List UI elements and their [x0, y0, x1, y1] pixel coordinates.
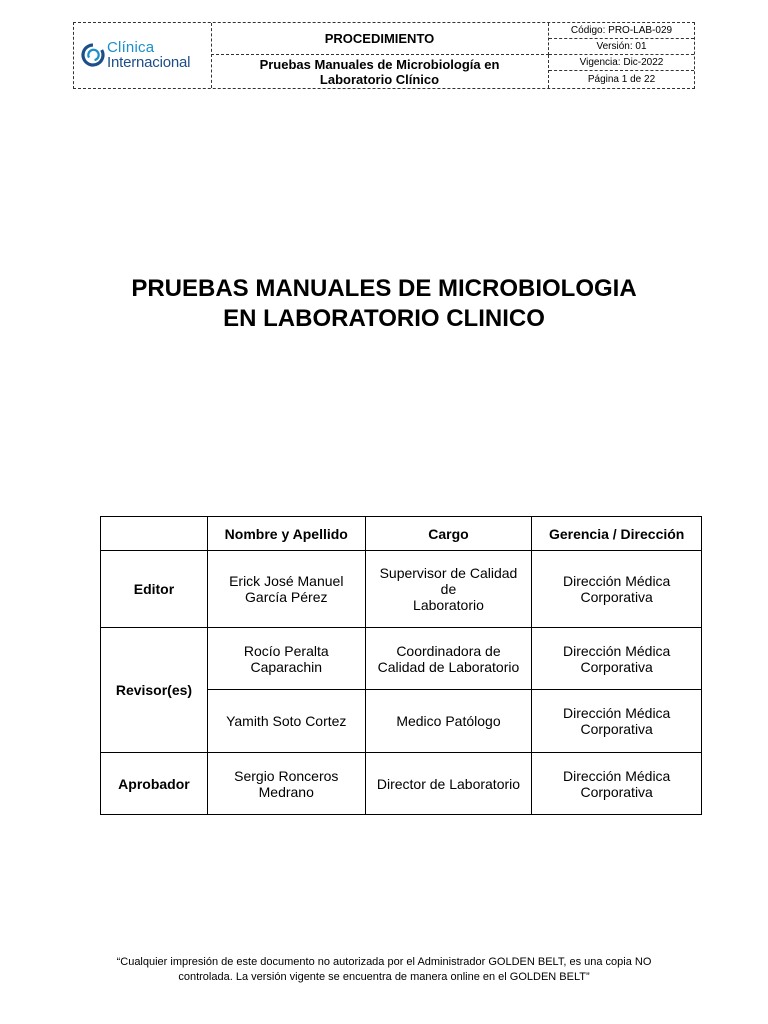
table-row-editor [101, 551, 702, 628]
clinic-logo [74, 23, 212, 88]
editor-name-line1: Erick José Manuel [229, 573, 344, 589]
editor-dir-line1: Dirección Médica [562, 573, 671, 589]
footer-disclaimer [84, 955, 684, 985]
title-line-1: PRUEBAS MANUALES DE MICROBIOLOGIA [131, 275, 637, 302]
document-header [73, 22, 695, 89]
table-header-row [101, 517, 702, 551]
editor-dir-line2: Corporativa [580, 589, 653, 605]
aprobador-dir-line1: Dirección Médica [562, 767, 671, 784]
revisor1-dir-line1: Dirección Médica [562, 642, 671, 659]
revisor1-name-line2: Caparachin [250, 658, 323, 675]
revisor1-name-line1: Rocío Peralta [243, 642, 329, 659]
revisor1-cargo [365, 628, 532, 690]
revisor2-cargo: Medico Patólogo [365, 690, 532, 753]
header-blank [101, 517, 208, 551]
revisor2-direccion [532, 690, 702, 753]
page-title [84, 274, 684, 334]
doc-code: Código: PRO-LAB-029 [549, 23, 694, 39]
header-cargo: Cargo [365, 517, 532, 551]
clinic-logo-icon [80, 40, 106, 70]
doc-validity: Vigencia: Dic-2022 [549, 55, 694, 71]
revisor1-cargo-line2: Calidad de Laboratorio [377, 658, 520, 675]
editor-direccion [532, 551, 702, 628]
table-row-aprobador [101, 753, 702, 815]
header-name: Nombre y Apellido [207, 517, 365, 551]
revisor1-name [207, 628, 365, 690]
page-number: Página 1 de 22 [587, 74, 656, 85]
doc-type: PROCEDIMIENTO [211, 23, 549, 55]
editor-cargo-line3: Laboratorio [413, 597, 484, 613]
doc-title: Pruebas Manuales de Microbiología en Laboratorio Clínico [259, 56, 500, 87]
footer-line-2: controlada. La versión vigente se encuentra de manera online en el GOLDEN BELT” [178, 971, 590, 983]
aprobador-name-line1: Sergio Ronceros [234, 767, 339, 784]
revisor2-name: Yamith Soto Cortez [207, 690, 365, 753]
title-line-2: EN LABORATORIO CLINICO [223, 305, 545, 332]
revisor1-dir-line2: Corporativa [580, 658, 653, 675]
role-aprobador: Aprobador [101, 753, 208, 815]
editor-cargo-line2: de [440, 581, 457, 597]
role-editor: Editor [101, 551, 208, 628]
table-row-revisor-1 [101, 628, 702, 690]
aprobador-cargo: Director de Laboratorio [365, 753, 532, 815]
editor-cargo-line1: Supervisor de Calidad [379, 565, 518, 581]
approval-table [100, 516, 702, 815]
aprobador-name-line2: Medrano [258, 783, 314, 800]
editor-name-line2: García Pérez [245, 589, 328, 605]
revisor2-dir-line1: Dirección Médica [562, 705, 671, 721]
aprobador-name [207, 753, 365, 815]
editor-cargo [365, 551, 532, 628]
doc-version: Versión: 01 [549, 39, 694, 55]
revisor1-direccion [532, 628, 702, 690]
editor-name [207, 551, 365, 628]
revisor1-cargo-line1: Coordinadora de [396, 642, 501, 659]
logo-text-internacional: Internacional [107, 54, 191, 71]
revisor2-dir-line2: Corporativa [580, 721, 653, 737]
logo-text-clinica: Clínica [107, 39, 155, 56]
footer-line-1: “Cualquier impresión de este documento no autorizada por el Administrador GOLDEN BELT, es una copia NO [116, 956, 652, 968]
aprobador-dir-line2: Corporativa [580, 783, 653, 800]
header-direccion: Gerencia / Dirección [532, 517, 702, 551]
aprobador-direccion [532, 753, 702, 815]
doc-title-box [211, 55, 549, 88]
role-revisores: Revisor(es) [101, 628, 208, 753]
